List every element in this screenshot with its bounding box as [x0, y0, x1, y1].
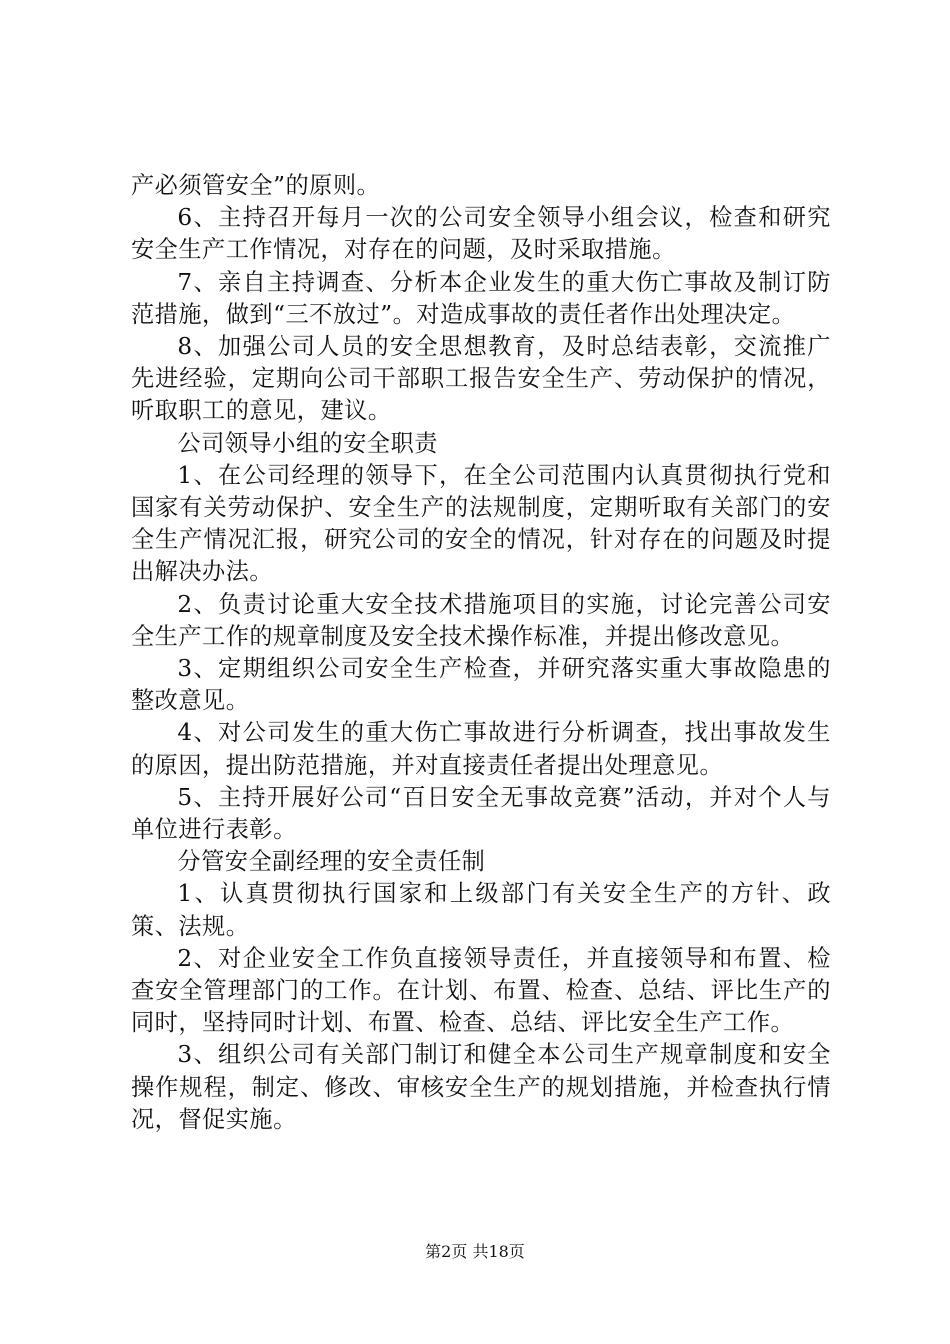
paragraph: 1、认真贯彻执行国家和上级部门有关安全生产的方针、政策、法规。 [131, 880, 831, 940]
paragraph: 3、组织公司有关部门制订和健全本公司生产规章制度和安全操作规程，制定、修改、审核安全生产的规划措施，并检查执行情况，督促实施。 [131, 1041, 831, 1133]
paragraph: 8、加强公司人员的安全思想教育，及时总结表彰，交流推广先进经验，定期向公司干部职工报告安全生产、劳动保护的情况，听取职工的意见，建议。 [131, 333, 831, 425]
page-footer [0, 1242, 950, 1262]
paragraph: 2、对企业安全工作负直接领导责任，并直接领导和布置、检查安全管理部门的工作。在计划、布置、检查、总结、评比生产的同时，坚持同时计划、布置、检查、总结、评比安全生产工作。 [131, 944, 831, 1037]
paragraph: 6、主持召开每月一次的公司安全领导小组会议，检查和研究安全生产工作情况，对存在的问题，及时采取措施。 [131, 204, 831, 264]
section-heading: 分管安全副经理的安全责任制 [177, 848, 486, 876]
paragraph: 7、亲自主持调查、分析本企业发生的重大伤亡事故及制订防范措施，做到“三不放过”。对造成事故的责任者作出处理决定。 [131, 268, 831, 328]
paragraph: 5、主持开展好公司“百日安全无事故竞赛”活动，并对个人与单位进行表彰。 [131, 783, 831, 844]
paragraph: 2、负责讨论重大安全技术措施项目的实施，讨论完善公司安全生产工作的规章制度及安全技术操作标准，并提出修改意见。 [131, 590, 831, 650]
section-heading: 公司领导小组的安全职责 [177, 429, 438, 457]
paragraph: 产必须管安全”的原则。 [131, 172, 381, 199]
page-number: 第2页 共18页 [425, 1242, 525, 1261]
document-body [131, 170, 831, 1136]
paragraph: 1、在公司经理的领导下，在全公司范围内认真贯彻执行党和国家有关劳动保护、安全生产的法规制度，定期听取有关部门的安全生产情况汇报，研究公司的安全的情况，针对存在的问题及时提出解决办法。 [131, 461, 831, 586]
paragraph: 3、定期组织公司安全生产检查，并研究落实重大事故隐患的整改意见。 [131, 655, 831, 715]
paragraph: 4、对公司发生的重大伤亡事故进行分析调查，找出事故发生的原因，提出防范措施，并对直接责任者提出处理意见。 [131, 719, 831, 779]
